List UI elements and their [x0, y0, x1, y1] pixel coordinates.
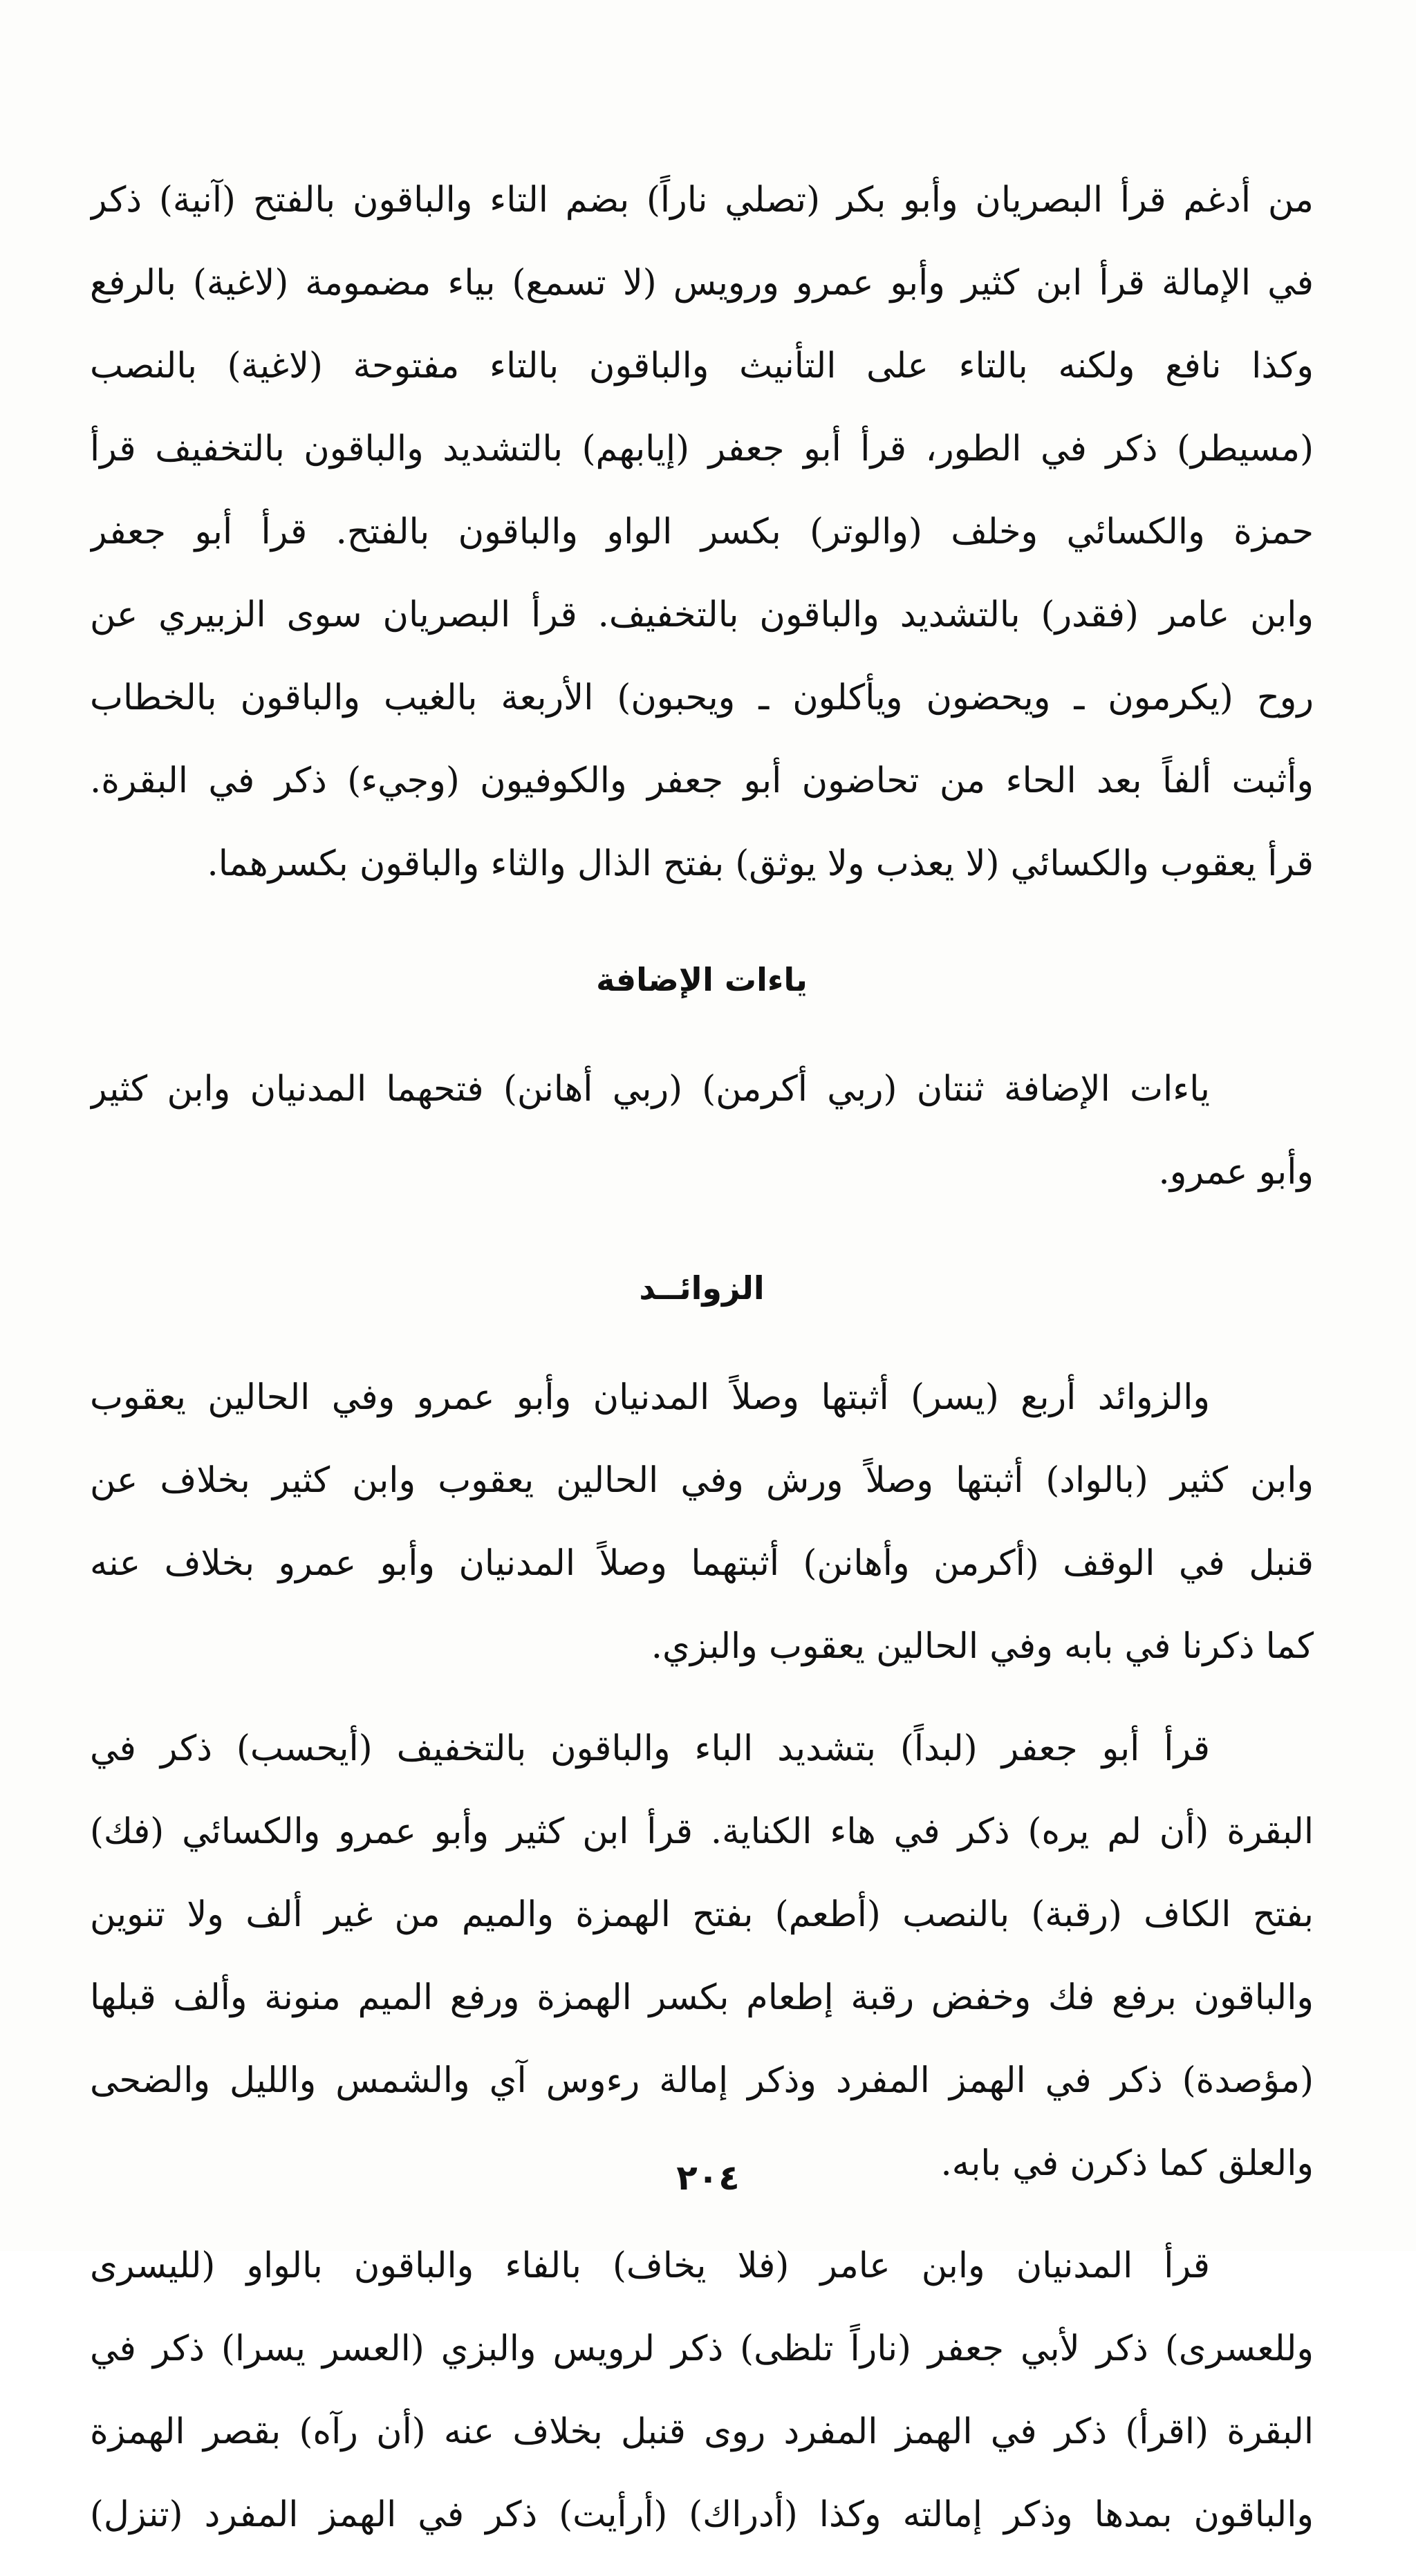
text-line: والباقون بمدها وذكر إمالته وكذا (أدراك) (أرأيت) ذكر في الهمز المفرد (تنزل): [90, 2494, 1314, 2535]
text-line: قرأ أبو جعفر (لبداً) بتشديد الباء والباقون بالتخفيف (أيحسب) ذكر في: [90, 1728, 1210, 1769]
text-line: والباقون برفع فك وخفض رقبة إطعام بكسر الهمزة ورفع الميم منونة وألف قبلها: [90, 1977, 1314, 2018]
page-number: ٢٠٤: [676, 2158, 740, 2198]
section-heading-zawaid: الزوائــد: [639, 1269, 765, 1307]
text-line: ياءات الإضافة ثنتان (ربي أكرمن) (ربي أهانن) فتحهما المدنيان وابن كثير: [90, 1069, 1210, 1110]
text-line: وأثبت ألفاً بعد الحاء من تحاضون أبو جعفر والكوفيون (وجيء) ذكر في البقرة.: [90, 760, 1314, 801]
text-line: والعلق كما ذكرن في بابه.: [940, 2143, 1314, 2184]
text-line: وكذا نافع ولكنه بالتاء على التأنيث والباقون بالتاء مفتوحة (لاغية) بالنصب: [90, 346, 1314, 386]
text-line: البقرة (اقرأ) ذكر في الهمز المفرد روى قنبل بخلاف عنه (أن رآه) بقصر الهمزة: [90, 2411, 1314, 2452]
page-body: [90, 159, 1314, 2576]
text-line: (مسيطر) ذكر في الطور، قرأ أبو جعفر (إيابهم) بالتشديد والباقون بالتخفيف قرأ: [90, 429, 1314, 469]
section-heading-idafa: ياءات الإضافة: [596, 961, 808, 998]
text-line: بفتح الكاف (رقبة) بالنصب (أطعم) بفتح الهمزة والميم من غير ألف ولا تنوين: [90, 1894, 1314, 1935]
text-line: من أدغم قرأ البصريان وأبو بكر (تصلي ناراً) بضم التاء والباقون بالفتح (آنية) ذكر: [90, 180, 1314, 221]
text-line: قرأ يعقوب والكسائي (لا يعذب ولا يوثق) بفتح الذال والثاء والباقون بكسرهما.: [207, 843, 1314, 884]
text-line: قنبل في الوقف (أكرمن وأهانن) أثبتهما وصلاً المدنيان وأبو عمرو بخلاف عنه: [90, 1543, 1314, 1584]
text-line: وأبو عمرو.: [1158, 1152, 1314, 1193]
text-line: والزوائد أربع (يسر) أثبتها وصلاً المدنيان وأبو عمرو وفي الحالين يعقوب: [90, 1377, 1210, 1418]
text-line: قرأ المدنيان وابن عامر (فلا يخاف) بالفاء والباقون بالواو (لليسرى: [90, 2246, 1210, 2286]
text-line: حمزة والكسائي وخلف (والوتر) بكسر الواو والباقون بالفتح. قرأ أبو جعفر: [90, 512, 1314, 552]
zawaid-paragraph-2: [90, 1708, 1314, 2205]
text-line: روح (يكرمون ـ ويحضون ويأكلون ـ ويحبون) الأربعة بالغيب والباقون بالخطاب: [90, 678, 1314, 718]
text-line: وللعسرى) ذكر لأبي جعفر (ناراً تلظى) ذكر لرويس والبزي (العسر يسرا) ذكر في: [90, 2328, 1314, 2369]
zawaid-paragraph-3: [90, 2225, 1314, 2557]
zawaid-paragraph-1: [90, 1356, 1314, 1688]
opening-paragraph: [90, 159, 1314, 906]
text-line: في الإمالة قرأ ابن كثير وأبو عمرو ورويس (لا تسمع) بياء مضمومة (لاغية) بالرفع: [90, 263, 1314, 304]
text-line: (مؤصدة) ذكر في الهمز المفرد وذكر إمالة رءوس آي والشمس والليل والضحى: [90, 2060, 1314, 2101]
text-line: البقرة (أن لم يره) ذكر في هاء الكناية. قرأ ابن كثير وأبو عمرو والكسائي (فك): [90, 1811, 1314, 1852]
text-line: وابن عامر (فقدر) بالتشديد والباقون بالتخفيف. قرأ البصريان سوى الزبيري عن: [90, 595, 1314, 635]
text-line: كما ذكرنا في بابه وفي الحالين يعقوب والبزي.: [651, 1626, 1314, 1667]
idafa-paragraph: [90, 1048, 1314, 1214]
text-line: وابن كثير (بالواد) أثبتها وصلاً ورش وفي الحالين يعقوب وابن كثير بخلاف عن: [90, 1460, 1314, 1501]
